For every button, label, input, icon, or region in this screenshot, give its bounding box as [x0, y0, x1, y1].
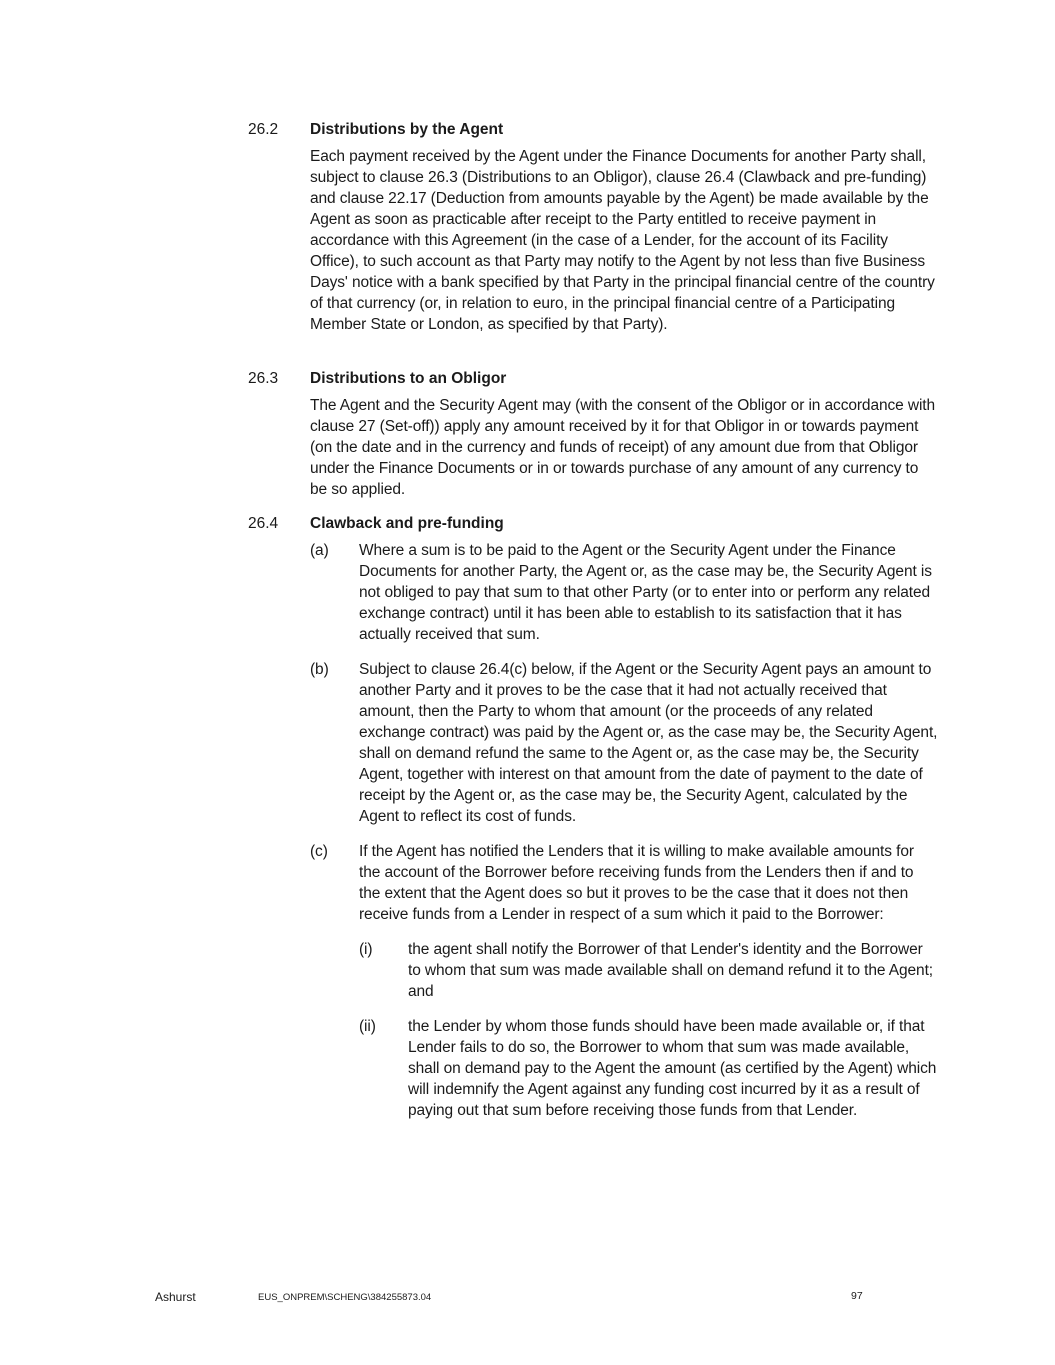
item-label: (a) [310, 542, 329, 559]
clause-26-4 [248, 513, 938, 1121]
clause-heading [248, 119, 938, 140]
subitem-label: (ii) [359, 1018, 376, 1035]
clause-paragraph: The Agent and the Security Agent may (with the consent of the Obligor or in accordance with clause 27 (Set-off)) apply any amount received by it for that Obligor in or towards payment (on the date and in the currency and funds of receipt) of any amount due from that Obligor under the Finance Documents or in or towards purchase of any amount of any currency to be so applied. [310, 397, 936, 498]
clause-26-3 [248, 368, 938, 500]
subitem-label: (i) [359, 941, 373, 958]
list-item-a [310, 540, 938, 645]
clause-heading [248, 368, 938, 389]
clause-number: 26.3 [248, 370, 279, 387]
list-subitem-ii [359, 1016, 938, 1121]
list-item-c [310, 841, 938, 925]
item-text: Where a sum is to be paid to the Agent or the Security Agent under the Finance Documents for another Party, the Agent or, as the case may be, the Security Agent is not obliged to pay that sum to that other Party (or to enter into or perform any related exchange contract) until it has been able to establish to its satisfaction that it has actually received that sum. [359, 542, 932, 643]
clause-26-2 [248, 119, 938, 335]
item-label: (b) [310, 661, 329, 678]
footer-firm-name: Ashurst [155, 1290, 196, 1304]
item-text: If the Agent has notified the Lenders that it is willing to make available amounts for the account of the Borrower before receiving funds from the Lenders then if and to the extent that the Agent does so but it proves to be the case that it does not then receive funds from a Lender in respect of a sum which it paid to the Borrower: [359, 843, 914, 923]
clause-heading [248, 513, 938, 534]
list-item-b [310, 659, 938, 827]
subitem-text: the Lender by whom those funds should have been made available or, if that Lender fails to do so, the Borrower to whom that sum was made available, shall on demand pay to the Agent the amount (as certified by the Agent) which will indemnify the Agent against any funding cost incurred by it as a result of paying out that sum before receiving those funds from that Lender. [408, 1018, 937, 1119]
clause-title: Clawback and pre-funding [310, 515, 504, 532]
list-subitem-i [359, 939, 938, 1002]
clause-paragraph: Each payment received by the Agent under the Finance Documents for another Party shall, subject to clause 26.3 (Distributions to an Obligor), clause 26.4 (Clawback and pre-funding) and clause 22.17 (Deduction from amounts payable by the Agent) be made available by the Agent as soon as practicable after receipt to the Party entitled to receive payment in accordance with this Agreement (in the case of a Lender, for the account of its Facility Office), to such account as that Party may notify to the Agent by not less than five Business Days' notice with a bank specified by that Party in the principal financial centre of the country of that currency (or, in relation to euro, in the principal financial centre of a Participating Member State or London, as specified by that Party). [310, 148, 935, 333]
item-label: (c) [310, 843, 328, 860]
clause-title: Distributions to an Obligor [310, 370, 507, 387]
clause-number: 26.4 [248, 515, 279, 532]
footer-page-number: 97 [851, 1290, 863, 1302]
clause-title: Distributions by the Agent [310, 121, 504, 138]
item-text: Subject to clause 26.4(c) below, if the Agent or the Security Agent pays an amount to another Party and it proves to be the case that it had not actually received that amount, then the Party to whom that amount (or the proceeds of any related exchange contract) was paid by the Agent or, as the case may be, the Security Agent, shall on demand refund the same to the Agent or, as the case may be, the Security Agent, together with interest on that amount from the date of payment to the date of receipt by the Agent or, as the case may be, the Security Agent, calculated by the Agent to reflect its cost of funds. [359, 661, 938, 825]
subitem-text: the agent shall notify the Borrower of that Lender's identity and the Borrower to whom that sum was made available shall on demand refund it to the Agent; and [408, 941, 933, 1000]
clause-number: 26.2 [248, 121, 279, 138]
footer-document-reference: EUS_ONPREM\SCHENG\384255873.04 [258, 1292, 432, 1303]
